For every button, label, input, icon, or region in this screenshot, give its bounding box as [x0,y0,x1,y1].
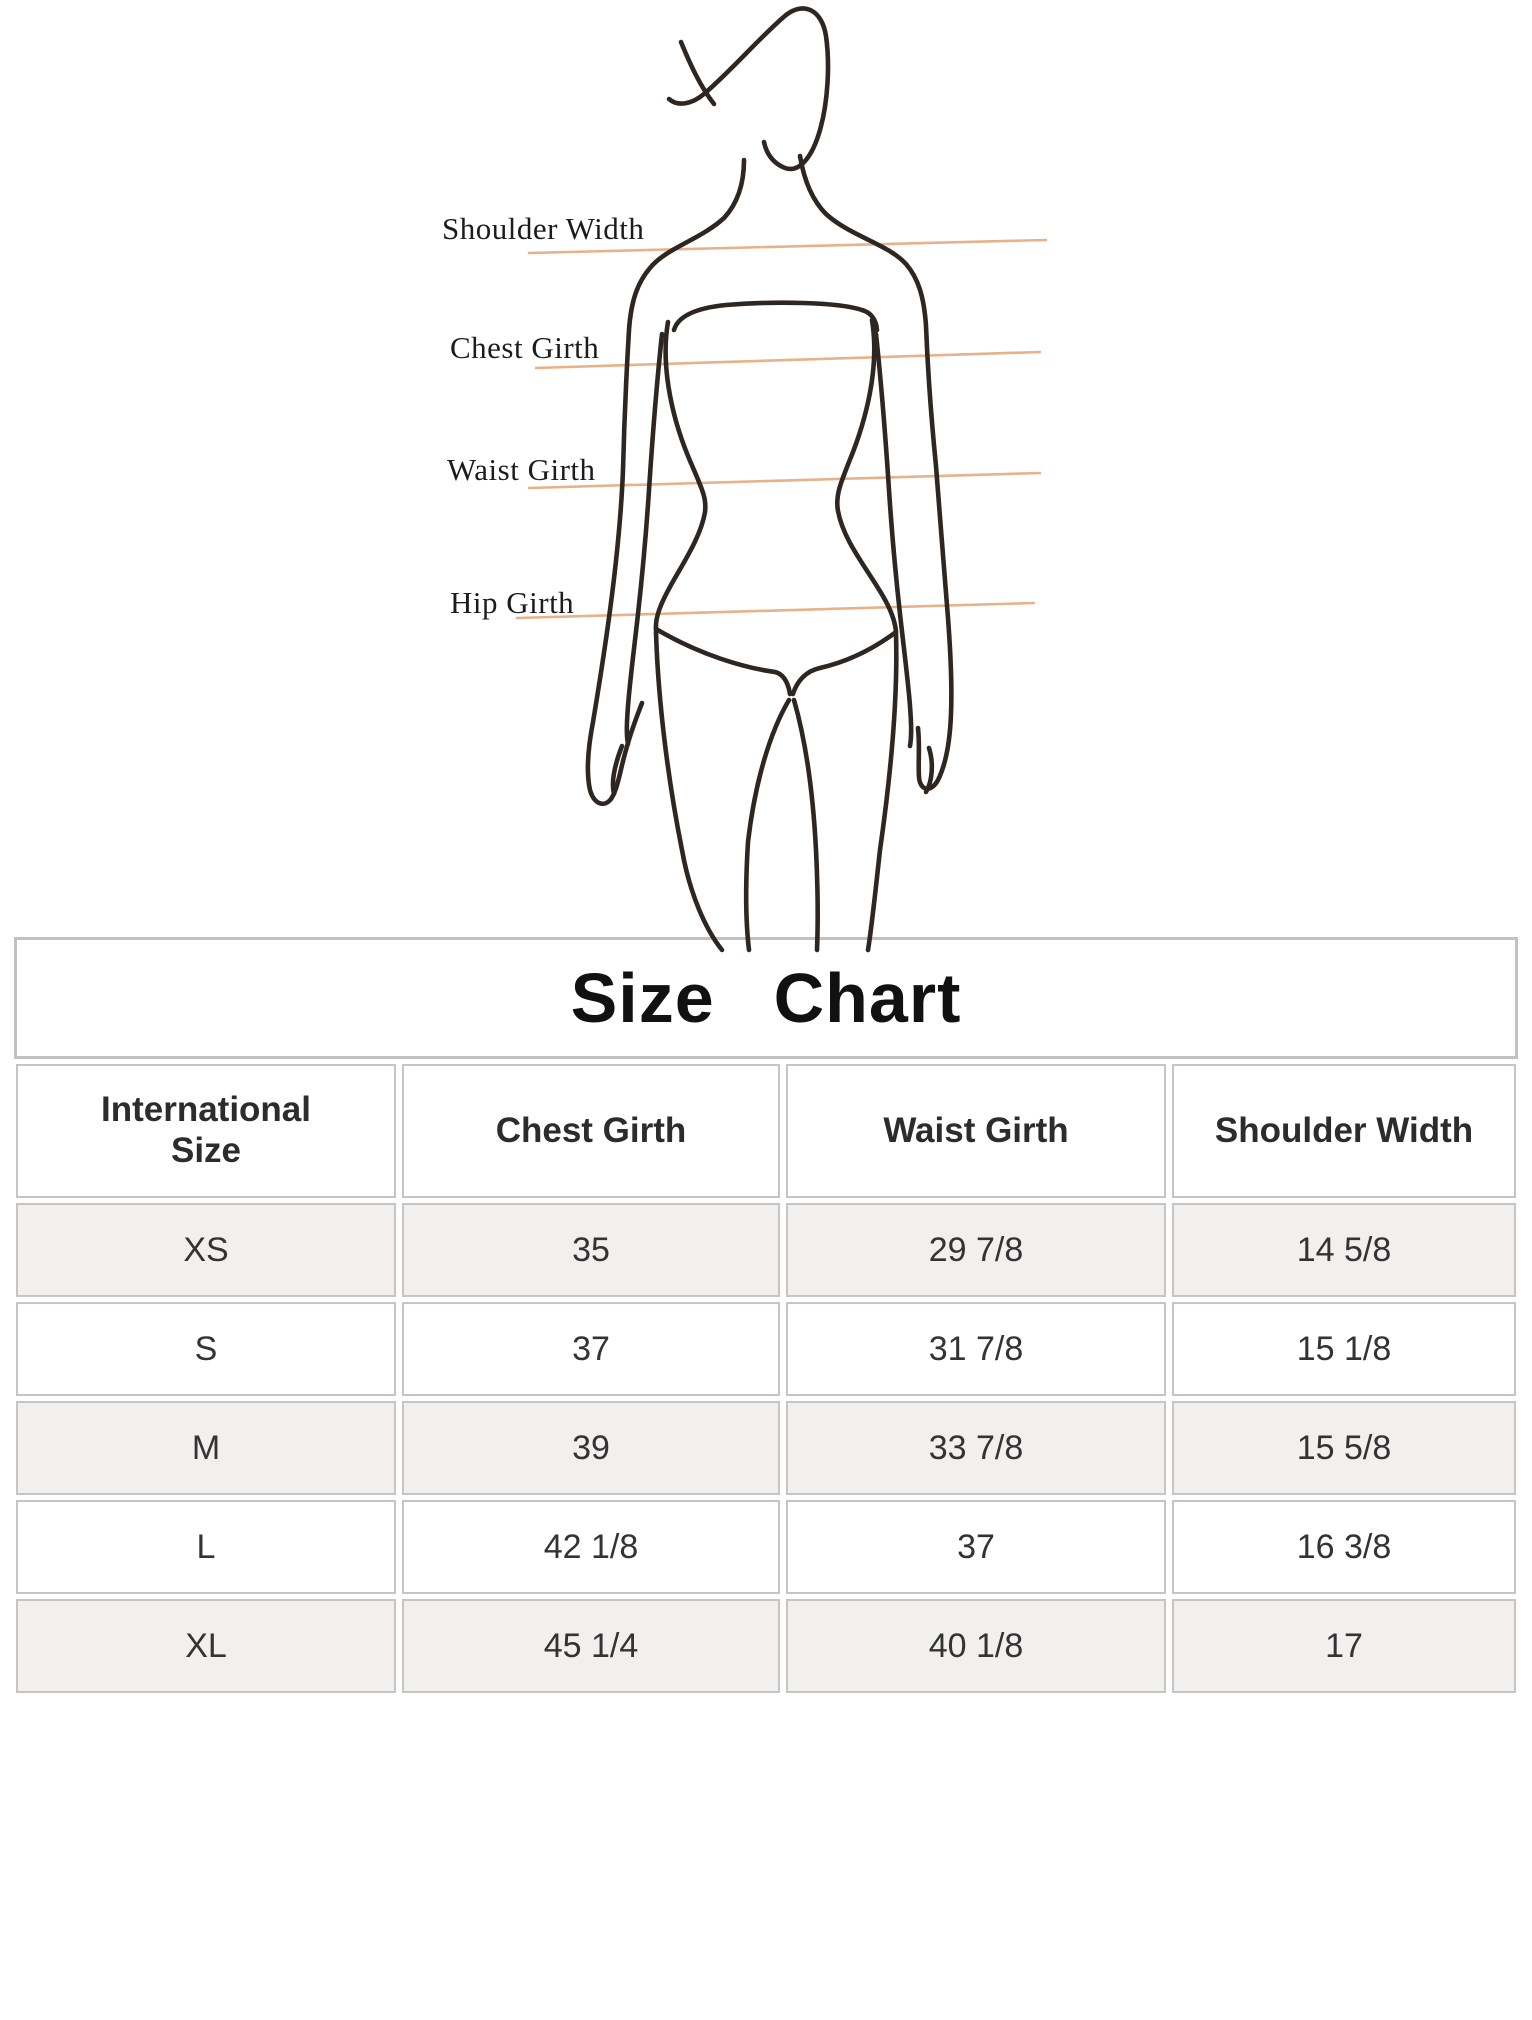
chest-cell: 35 [402,1203,780,1297]
right-arm-inner-line [876,334,911,746]
size-cell: M [16,1401,396,1495]
leotard-bottom-right [793,632,896,694]
measurement-label-chest-girth: Chest Girth [450,330,600,365]
size-cell: S [16,1302,396,1396]
figure-outline [588,8,952,950]
size-row-xs [16,1203,1516,1297]
size-cell: XS [16,1203,396,1297]
chest-cell: 42 1/8 [402,1500,780,1594]
size-row-s [16,1302,1516,1396]
size-row-xl [16,1599,1516,1693]
leotard-bottom-left [656,629,790,694]
shoulder-cell: 16 3/8 [1172,1500,1516,1594]
right-thumb-line [926,748,932,792]
size-row-m [16,1401,1516,1495]
left-thumb-line [613,746,622,794]
chest-cell: 45 1/4 [402,1599,780,1693]
torso-right-edge [837,320,896,632]
left-leg-inner [746,700,789,950]
measurement-label-waist-girth: Waist Girth [447,452,596,487]
size-cell: L [16,1500,396,1594]
shoulder-cell: 15 1/8 [1172,1302,1516,1396]
head-outline [669,8,828,169]
garment-top-edge [674,303,877,330]
measurement-label-shoulder-width: Shoulder Width [442,211,645,246]
size-chart-title-box [14,937,1518,1059]
leader-line-waist-girth [529,473,1040,488]
right-leg-outer [868,634,896,950]
waist-cell: 29 7/8 [786,1203,1166,1297]
left-arm-outline [588,160,744,804]
chest-cell: 37 [402,1302,780,1396]
column-header-shoulder-width: Shoulder Width [1172,1064,1516,1198]
waist-cell: 37 [786,1500,1166,1594]
measurement-leader-lines [517,240,1046,618]
page-title: Size Chart [570,959,962,1037]
column-header-waist-girth: Waist Girth [786,1064,1166,1198]
shoulder-cell: 14 5/8 [1172,1203,1516,1297]
column-header-international-size: International Size [16,1064,396,1198]
shoulder-cell: 15 5/8 [1172,1401,1516,1495]
right-leg-inner [794,700,818,950]
size-table-header-row [16,1064,1516,1198]
right-arm-outline [800,156,951,789]
torso-left-edge [656,322,705,630]
body-figure-illustration [0,0,1532,960]
size-row-l [16,1500,1516,1594]
measurement-label-hip-girth: Hip Girth [450,585,575,620]
waist-cell: 31 7/8 [786,1302,1166,1396]
leader-line-hip-girth [517,603,1034,618]
size-cell: XL [16,1599,396,1693]
size-table [10,1059,1522,1698]
column-header-chest-girth: Chest Girth [402,1064,780,1198]
leader-line-chest-girth [536,352,1040,368]
left-leg-outer [656,632,722,950]
hair-strand [681,42,714,104]
left-arm-inner-line [627,334,662,744]
chest-cell: 39 [402,1401,780,1495]
waist-cell: 40 1/8 [786,1599,1166,1693]
shoulder-cell: 17 [1172,1599,1516,1693]
waist-cell: 33 7/8 [786,1401,1166,1495]
